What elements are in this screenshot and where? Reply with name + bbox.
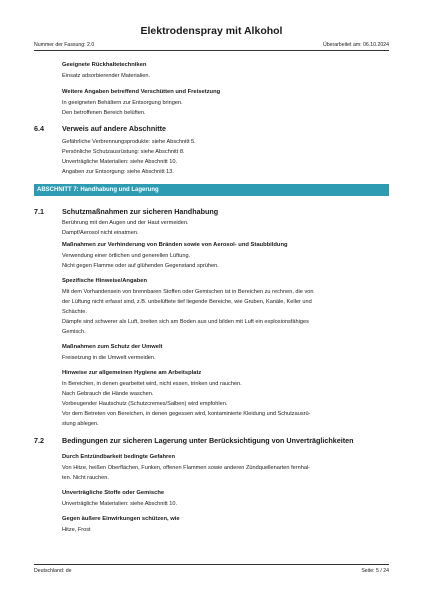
text-line: Unverträgliche Materialien: siehe Abschnitt 10. [62,501,178,507]
text-line: Vor dem Betreten von Bereichen, in denen gegessen wird, kontaminierte Kleidung und Schutzausrü- [62,411,311,417]
footer-country: Deutschland: de [34,568,72,574]
section-title-7-1: Schutzmaßnahmen zur sicheren Handhabung [62,207,219,216]
text-line: Gemisch. [62,329,86,335]
text-line: Einsatz adsorbierender Materialien. [62,73,150,79]
text-line: Dampf/Aerosol nicht einatmen. [62,230,139,236]
section-title-6-4: Verweis auf andere Abschnitte [62,124,166,133]
section-number-7-1: 7.1 [34,207,44,216]
text-line: Verwendung einer örtlichen und generellen Lüftung. [62,253,191,259]
text-line: Mit dem Vorhandensein von brennbaren Stoffen oder Gemischen ist in Bereichen zu rechnen, die von [62,289,314,295]
incompatible-text [62,499,388,509]
page-number: Seite: 5 / 24 [361,568,389,574]
external-influences-text [62,525,388,535]
text-line: Von Hitze, heißen Oberflächen, Funken, offenen Flammen sowie anderen Zündquellenarten fernhal- [62,465,311,471]
section-7-1-text [62,218,388,238]
subheading-fire-prevention: Maßnahmen zur Verhinderung von Bränden sowie von Aerosol- und Staubbildung [62,242,288,248]
section-7-title: ABSCHNITT 7: Handhabung und Lagerung [37,186,159,193]
subheading-hygiene: Hinweise zur allgemeinen Hygiene am Arbeitsplatz [62,370,202,376]
subheading-incompatible: Unverträgliche Stoffe oder Gemische [62,490,165,496]
text-line: In Bereichen, in denen gearbeitet wird, nicht essen, trinken und rauchen. [62,381,242,387]
text-line: Nicht gegen Flamme oder auf glühenden Gegenstand sprühen. [62,263,219,269]
text-line: Nach Gebrauch die Hände waschen. [62,391,154,397]
flammability-text [62,463,388,483]
text-line: der Lüftung nicht erfasst sind, z.B. unbelüftete tief liegende Bereiche, wie Gruben, Kanäle, Keller und [62,299,312,305]
section-number-7-2: 7.2 [34,436,44,445]
text-line: ten. Nicht rauchen. [62,475,109,481]
text-line: Hitze, Frost [62,527,91,533]
subheading-containment: Geeignete Rückhaltetechniken [62,62,147,68]
version-number: Nummer der Fassung: 2.0 [34,42,95,48]
text-line: Persönliche Schutzausrüstung: siehe Abschnitt 8. [62,149,185,155]
document-title: Elektrodenspray mit Alkohol [140,25,283,37]
header-divider [34,50,389,51]
text-line: Schächte. [62,309,87,315]
subheading-flammability: Durch Entzündbarkeit bedingte Gefahren [62,454,176,460]
text-line: Angaben zur Entsorgung: siehe Abschnitt 13. [62,169,174,175]
text-line: In geeigneten Behältern zur Entsorgung bringen. [62,100,183,106]
environment-text [62,353,388,363]
text-line: Vorbeugender Hautschutz (Schutzcremes/Salben) wird empfohlen. [62,401,228,407]
subheading-external-influences: Gegen äußere Einwirkungen schützen, wie [62,516,180,522]
text-line: Den betroffenen Bereich belüften. [62,110,146,116]
spill-info-text [62,98,388,118]
section-title-7-2: Bedingungen zur sicheren Lagerung unter Berücksichtigung von Unverträglichkeiten [62,436,354,445]
subheading-environment: Maßnahmen zum Schutz der Umwelt [62,344,163,350]
footer-divider [34,564,389,565]
text-line: stung ablegen. [62,421,99,427]
subheading-spill-info: Weitere Angaben betreffend Verschütten und Freisetzung [62,89,221,95]
text-line: Freisetzung in die Umwelt vermeiden. [62,355,156,361]
subheading-specific-notes: Spezifische Hinweise/Angaben [62,278,148,284]
section-number-6-4: 6.4 [34,124,44,133]
specific-notes-text [62,287,388,337]
section-7-banner [34,184,389,196]
text-line: Dämpfe sind schwerer als Luft, breiten sich am Boden aus und bilden mit Luft ein explosionsfähiges [62,319,309,325]
revision-date: Überarbeitet am: 06.10.2024 [322,42,389,48]
text-line: Gefährliche Verbrennungsprodukte: siehe Abschnitt 5. [62,139,196,145]
hygiene-text [62,379,388,429]
containment-text [62,71,388,81]
text-line: Berührung mit den Augen und der Haut vermeiden. [62,220,189,226]
text-line: Unverträgliche Materialien: siehe Abschnitt 10. [62,159,178,165]
section-6-4-text [62,137,388,177]
fire-prevention-text [62,251,388,271]
